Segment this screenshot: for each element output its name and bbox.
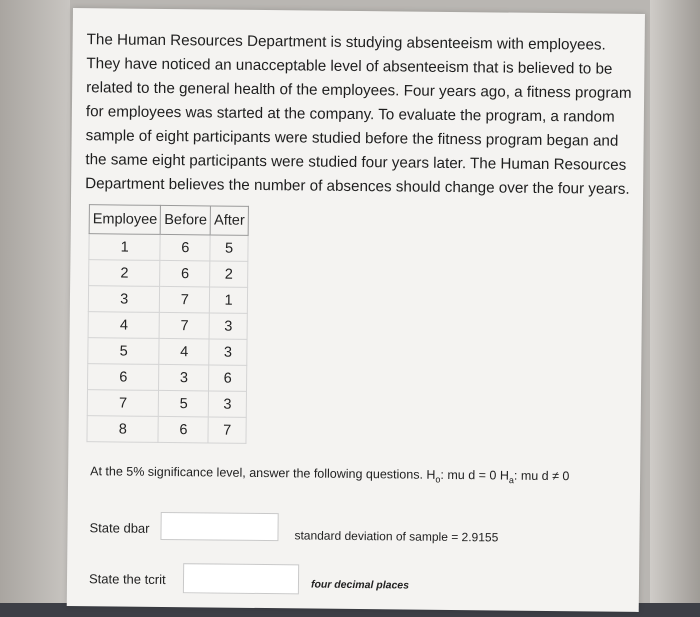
cell-employee: 1 [89,234,161,261]
photo-background-right [650,0,700,617]
data-table-container [86,204,248,444]
dbar-label: State dbar [89,520,150,536]
header-before: Before [161,205,211,235]
cell-after: 3 [208,391,246,417]
cell-before: 4 [159,338,209,365]
tcrit-label: State the tcrit [88,571,166,588]
cell-employee: 6 [88,364,160,391]
cell-after: 2 [210,261,248,287]
cell-before: 7 [160,312,210,339]
prompt-lead: At the 5% significance level, answer the following questions. H [90,464,436,482]
table-row [89,234,248,262]
h0-statement: : mu d = 0 H [440,467,509,483]
cell-before: 6 [160,260,210,287]
table-row [87,390,246,418]
cell-after: 5 [210,235,248,261]
table-row [88,364,247,392]
table-row [88,312,247,340]
cell-after: 6 [209,365,247,391]
precision-note: four decimal places [310,578,410,592]
cell-before: 6 [158,416,208,443]
header-after: After [210,206,248,235]
ha-subscript: a [508,475,514,486]
cell-after: 3 [209,339,247,365]
cell-employee: 2 [89,260,161,287]
table-row [88,286,247,314]
photo-background-left [0,0,70,617]
cell-employee: 3 [88,286,160,313]
cell-before: 6 [160,234,210,261]
cell-employee: 7 [87,390,159,417]
dbar-input[interactable] [160,512,278,541]
tcrit-input[interactable] [183,563,299,594]
ha-statement: : mu d ≠ 0 [513,468,570,484]
cell-after: 3 [209,313,247,339]
table-row [88,338,247,366]
question-page [67,8,645,612]
cell-before: 5 [159,390,209,417]
table-header-row [89,205,248,236]
cell-before: 3 [159,364,209,391]
table-row [89,260,248,288]
cell-employee: 5 [88,338,160,365]
header-employee: Employee [89,205,161,235]
table-row [87,416,246,444]
cell-before: 7 [160,286,210,313]
absence-data-table [86,204,248,444]
question-text: The Human Resources Department is studying absenteeism with employees. They have noticed an unacceptable level of absenteeism that is believed to be related to the general health of the employees. Four years ago, a fitness program for employees was started at the company. To evaluate the program, a random sample of eight participants were studied before the fitness program began and the same eight participants were studied four years later. The Human Resources Department believes the number of absences should change over the four years. [85,31,632,198]
sample-sd-note: standard deviation of sample = 2.9155 [294,528,499,545]
cell-after: 1 [210,287,248,313]
cell-after: 7 [208,417,246,443]
cell-employee: 8 [87,416,159,443]
cell-employee: 4 [88,312,160,339]
h0-subscript: o [435,474,441,485]
hypothesis-prompt [90,462,610,490]
